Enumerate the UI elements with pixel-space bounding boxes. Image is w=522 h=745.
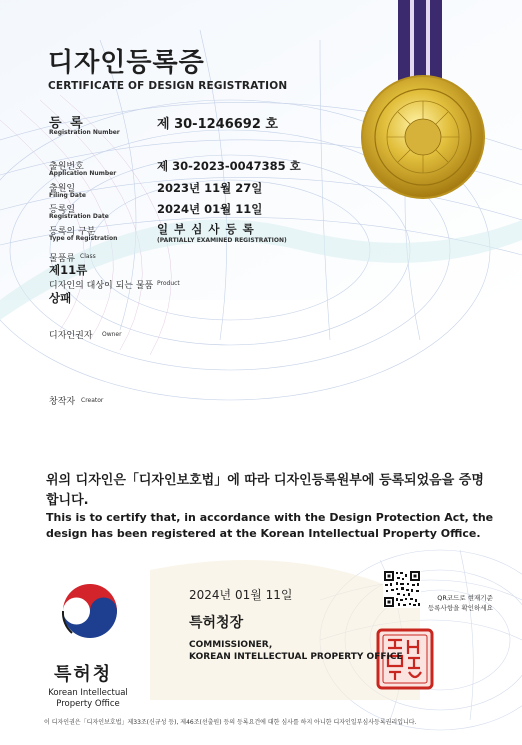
application-number: 제 30-2023-0047385 호: [157, 159, 301, 173]
issue-date: 2024년 01월 11일: [189, 588, 293, 602]
kipo-name-en: Korean Intellectual Property Office: [48, 688, 128, 709]
certificate-title: 디자인등록증: [48, 48, 205, 78]
type-label-ko: 등록의 구분: [49, 227, 96, 237]
kipo-name-ko: 특허청: [54, 664, 113, 685]
owner-label-ko: 디자인권자: [49, 331, 93, 341]
registration-date-label-ko: 등록일: [49, 205, 76, 215]
registration-label-ko: 등 록: [49, 116, 85, 131]
class-label-en: Class: [80, 253, 96, 260]
class-label-ko: 물품류: [49, 254, 76, 264]
registration-type: 일 부 심 사 등 록: [157, 222, 255, 236]
type-label-en: Type of Registration: [49, 235, 118, 242]
application-label-ko: 출원번호: [49, 162, 84, 172]
product-label-ko: 디자인의 대상이 되는 물품: [49, 281, 154, 291]
issuer-title-en-line2: KOREAN INTELLECTUAL PROPERTY OFFICE: [189, 652, 403, 662]
registration-type-en: (PARTIALLY EXAMINED REGISTRATION): [157, 237, 287, 244]
qr-caption-line2: 등록사항을 확인하세요: [428, 604, 493, 612]
issuer-title-ko: 특허청장: [189, 615, 244, 631]
qr-code: [383, 570, 421, 608]
owner-label-en: Owner: [102, 331, 122, 338]
issuer-title-en-line1: COMMISSIONER,: [189, 640, 273, 650]
application-label-en: Application Number: [49, 170, 117, 177]
qr-caption-line1: QR코드로 현재기준: [437, 594, 493, 602]
product-label-en: Product: [157, 280, 180, 287]
gold-seal: [361, 75, 485, 199]
registration-date-label-en: Registration Date: [49, 213, 109, 220]
registration-number: 제 30-1246692 호: [157, 117, 278, 132]
creator-label-en: Creator: [81, 397, 104, 404]
product-value: 상패: [49, 291, 72, 305]
filing-label-ko: 출원일: [49, 184, 76, 194]
qr-caption: [428, 593, 493, 613]
creator-label-ko: 창작자: [49, 397, 76, 407]
registration-date: 2024년 01월 11일: [157, 202, 263, 216]
class-value: 제11류: [49, 263, 88, 277]
filing-date: 2023년 11월 27일: [157, 181, 263, 195]
footer-note: 이 디자인권은「디자인보호법」제33조(신규성 등), 제46조(선출원) 등의 등록요건에 대한 심사를 하지 아니한 디자인일부심사등록권리입니다.: [44, 719, 417, 726]
certificate-subtitle: CERTIFICATE OF DESIGN REGISTRATION: [48, 80, 288, 92]
kipo-emblem: [61, 584, 119, 646]
certification-text-en: This is to certify that, in accordance with the Design Protection Act, the design has been registered at the Korean Intellectual Property Office.: [46, 511, 494, 540]
filing-label-en: Filing Date: [49, 192, 86, 199]
registration-label-en: Registration Number: [49, 129, 120, 136]
issuer-title-en: [189, 639, 403, 663]
certification-text-ko: 위의 디자인은「디자인보호법」에 따라 디자인등록원부에 등록되었음을 증명합니다.: [46, 473, 484, 508]
